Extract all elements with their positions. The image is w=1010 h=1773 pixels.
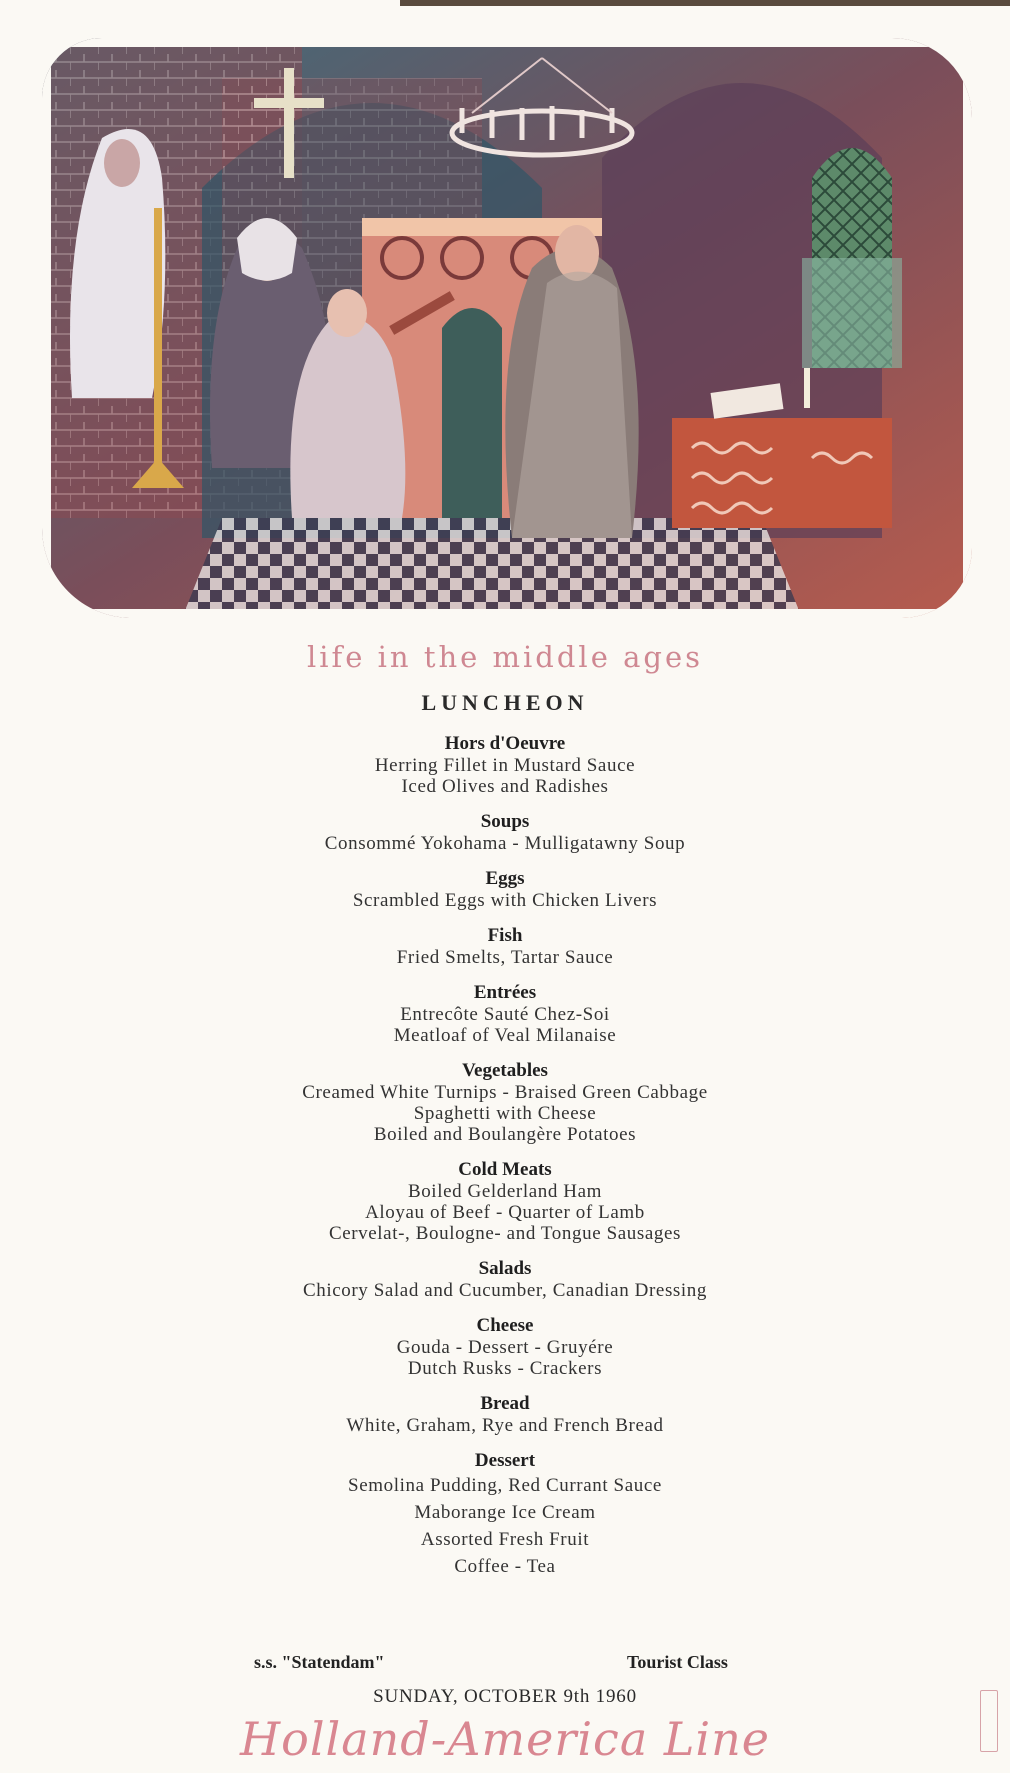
section-title: Hors d'Oeuvre — [444, 733, 566, 754]
menu-title: life in the middle ages — [306, 640, 703, 674]
section-title: Salads — [478, 1258, 532, 1279]
menu-item: White, Graham, Rye and French Bread — [346, 1415, 664, 1436]
section-fish — [0, 925, 1010, 968]
section-title: Dessert — [474, 1450, 536, 1471]
menu-item: Maborange Ice Cream — [414, 1502, 596, 1523]
printer-stamp — [980, 1690, 998, 1752]
ship-name: s.s. "Statendam" — [254, 1652, 385, 1672]
menu-item: Consommé Yokohama - Mulligatawny Soup — [324, 833, 686, 854]
section-salads — [0, 1258, 1010, 1301]
section-entrees — [0, 982, 1010, 1046]
section-title: Bread — [480, 1393, 530, 1414]
menu-item: Boiled and Boulangère Potatoes — [373, 1124, 637, 1145]
section-title: Eggs — [485, 868, 525, 889]
section-title: Vegetables — [462, 1060, 548, 1081]
section-hors-doeuvre — [0, 733, 1010, 797]
section-title: Fish — [487, 925, 523, 946]
medieval-illustration — [42, 38, 972, 618]
section-cold-meats — [0, 1159, 1010, 1244]
menu-date: SUNDAY, OCTOBER 9th 1960 — [373, 1686, 637, 1707]
menu-item: Semolina Pudding, Red Currant Sauce — [348, 1475, 662, 1496]
menu-item: Dutch Rusks - Crackers — [407, 1358, 603, 1379]
menu-item: Iced Olives and Radishes — [401, 776, 609, 797]
section-dessert — [0, 1450, 1010, 1580]
section-title: Entrées — [473, 982, 537, 1003]
menu-item: Gouda - Dessert - Gruyére — [396, 1337, 614, 1358]
top-edge — [400, 0, 1010, 6]
company-logo: Holland-America Line — [240, 1712, 770, 1766]
class-label: Tourist Class — [627, 1652, 728, 1672]
section-eggs — [0, 868, 1010, 911]
menu-item: Fried Smelts, Tartar Sauce — [396, 947, 614, 968]
section-soups — [0, 811, 1010, 854]
menu-item: Assorted Fresh Fruit — [420, 1529, 590, 1550]
section-title: Cheese — [476, 1315, 534, 1336]
menu-item: Entrecôte Sauté Chez-Soi — [400, 1004, 610, 1025]
section-title: Soups — [480, 811, 530, 832]
section-bread — [0, 1393, 1010, 1436]
section-title: Cold Meats — [458, 1159, 552, 1180]
menu-item: Boiled Gelderland Ham — [407, 1181, 603, 1202]
menu-item: Spaghetti with Cheese — [413, 1103, 597, 1124]
menu-item: Creamed White Turnips - Braised Green Cabbage — [302, 1082, 708, 1103]
menu-item: Chicory Salad and Cucumber, Canadian Dressing — [302, 1280, 708, 1301]
menu-item: Cervelat-, Boulogne- and Tongue Sausages — [328, 1223, 682, 1244]
meal-heading: LUNCHEON — [421, 690, 589, 715]
menu-item: Herring Fillet in Mustard Sauce — [374, 755, 636, 776]
menu-body — [0, 733, 1010, 1594]
section-cheese — [0, 1315, 1010, 1379]
menu-item: Aloyau of Beef - Quarter of Lamb — [365, 1202, 645, 1223]
menu-item: Meatloaf of Veal Milanaise — [393, 1025, 617, 1046]
menu-item: Scrambled Eggs with Chicken Livers — [352, 890, 658, 911]
section-vegetables — [0, 1060, 1010, 1145]
menu-item: Coffee - Tea — [454, 1556, 556, 1577]
